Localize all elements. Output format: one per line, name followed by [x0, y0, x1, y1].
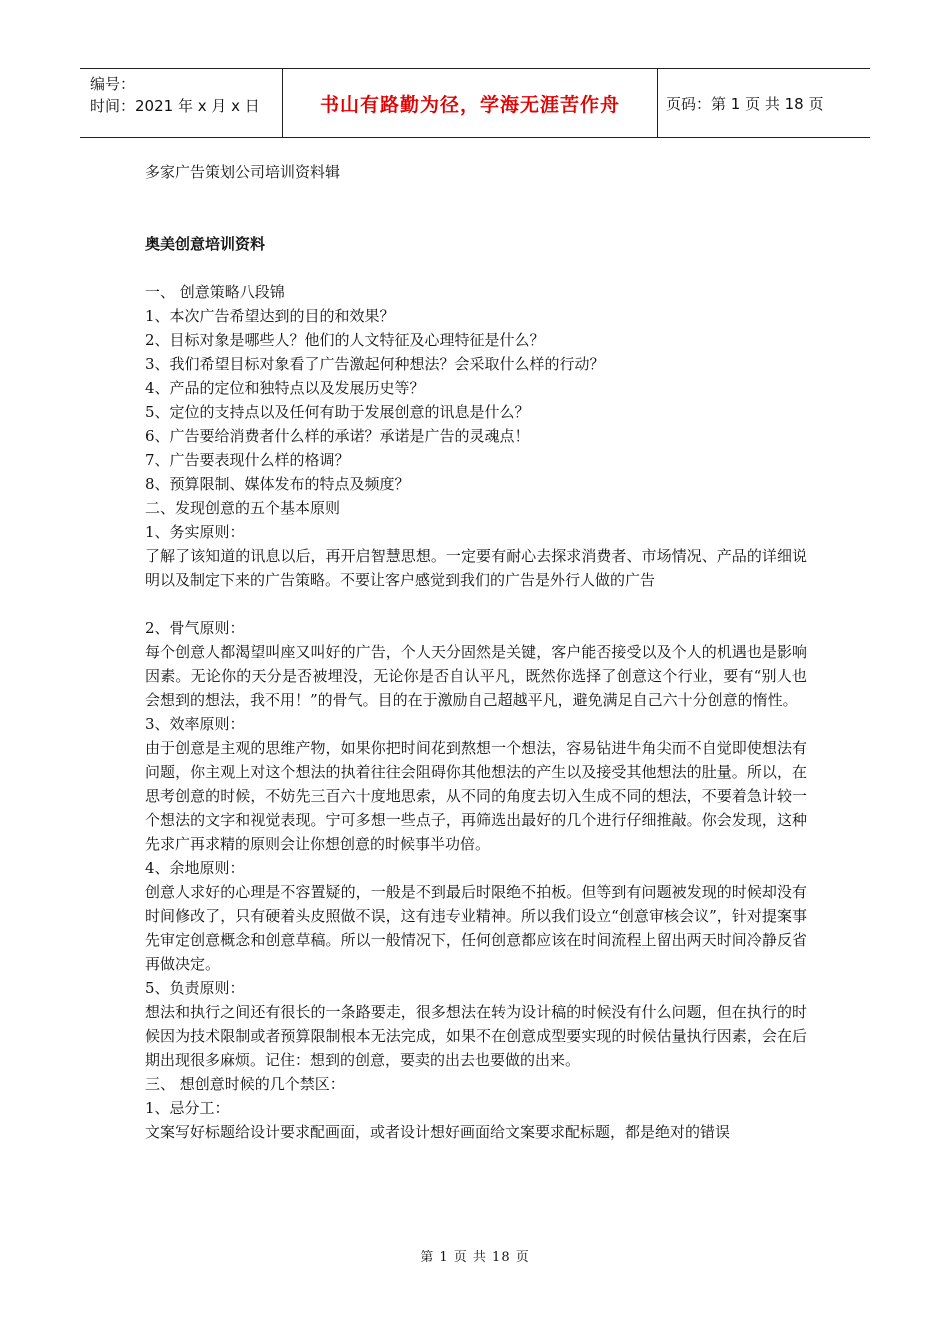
principle-heading: 1、务实原则：	[145, 523, 245, 541]
principle-body: 每个创意人都渴望叫座又叫好的广告，个人天分固然是关键，客户能否接受以及个人的机遇也是影响因素。无论你的天分是否被埋没，无论你是否自认平凡，既然你选择了创意这个行业，要有“别人也会想到的想法，我不用！”的骨气。目的在于激励自己超越平凡，避免满足自己六十分创意的惰性。	[145, 643, 807, 709]
list-item: 5、定位的支持点以及任何有助于发展创意的讯息是什么？	[145, 403, 530, 421]
principle-body: 了解了该知道的讯息以后，再开启智慧思想。一定要有耐心去探求消费者、市场情况、产品的详细说明以及制定下来的广告策略。不要让客户感觉到我们的广告是外行人做的广告	[145, 547, 807, 589]
header-motto: 书山有路勤为径，学海无涯苦作舟	[282, 69, 658, 137]
principle-body: 创意人求好的心理是不容置疑的，一般是不到最后时限绝不拍板。但等到有问题被发现的时候却没有时间修改了，只有硬着头皮照做不误，这有违专业精神。所以我们设立“创意审核会议”，针对提案事先审定创意概念和创意草稿。所以一般情况下，任何创意都应该在时间流程上留出两天时间冷静反省再做决定。	[145, 883, 807, 973]
document-title: 奥美创意培训资料	[145, 235, 266, 253]
list-item: 6、广告要给消费者什么样的承诺？承诺是广告的灵魂点！	[145, 427, 530, 445]
principle-heading: 5、负责原则：	[145, 979, 245, 997]
header-page-info: 页码：第 1 页 共 18 页	[666, 94, 824, 113]
taboo-heading: 1、忌分工：	[145, 1099, 230, 1117]
list-item: 7、广告要表现什么样的格调？	[145, 451, 350, 469]
principle-heading: 3、效率原则：	[145, 715, 245, 733]
list-item: 8、预算限制、媒体发布的特点及频度？	[145, 475, 410, 493]
taboo-body: 文案写好标题给设计要求配画面，或者设计想好画面给文案要求配标题，都是绝对的错误	[145, 1123, 731, 1141]
list-item: 2、目标对象是哪些人？他们的人文特征及心理特征是什么？	[145, 331, 545, 349]
document-intro: 多家广告策划公司培训资料辑	[145, 163, 341, 181]
list-item: 4、产品的定位和独特点以及发展历史等？	[145, 379, 425, 397]
section-heading: 三、 想创意时候的几个禁区：	[145, 1075, 345, 1093]
section-heading: 二、发现创意的五个基本原则	[145, 499, 341, 517]
list-item: 3、我们希望目标对象看了广告激起何种想法？会采取什么样的行动？	[145, 355, 605, 373]
document-body	[145, 160, 807, 1144]
principle-body: 由于创意是主观的思维产物，如果你把时间花到熬想一个想法，容易钻进牛角尖而不自觉即使想法有问题，你主观上对这个想法的执着往往会阻碍你其他想法的产生以及接受其他想法的肚量。所以，在思考创意的时候，不妨先三百六十度地思索，从不同的角度去切入生成不同的想法，不要着急计较一个想法的文字和视觉表现。宁可多想一些点子，再筛选出最好的几个进行仔细推敲。你会发现，这种先求广再求精的原则会让你想创意的时候事半功倍。	[145, 739, 807, 853]
list-item: 1、本次广告希望达到的目的和效果？	[145, 307, 395, 325]
principle-body: 想法和执行之间还有很长的一条路要走，很多想法在转为设计稿的时候没有什么问题，但在执行的时候因为技术限制或者预算限制根本无法完成，如果不在创意成型要实现的时候估量执行因素，会在后期出现很多麻烦。记住：想到的创意，要卖的出去也要做的出来。	[145, 1003, 807, 1069]
section-heading: 一、 创意策略八段锦	[145, 283, 285, 301]
principle-heading: 4、余地原则：	[145, 859, 245, 877]
header-meta	[90, 73, 280, 117]
header-date-label: 时间：2021 年 x 月 x 日	[90, 97, 260, 115]
principle-heading: 2、骨气原则：	[145, 619, 245, 637]
page-footer: 第 1 页 共 18 页	[420, 1250, 530, 1265]
header-number-label: 编号：	[90, 75, 136, 93]
page-header	[80, 68, 870, 138]
